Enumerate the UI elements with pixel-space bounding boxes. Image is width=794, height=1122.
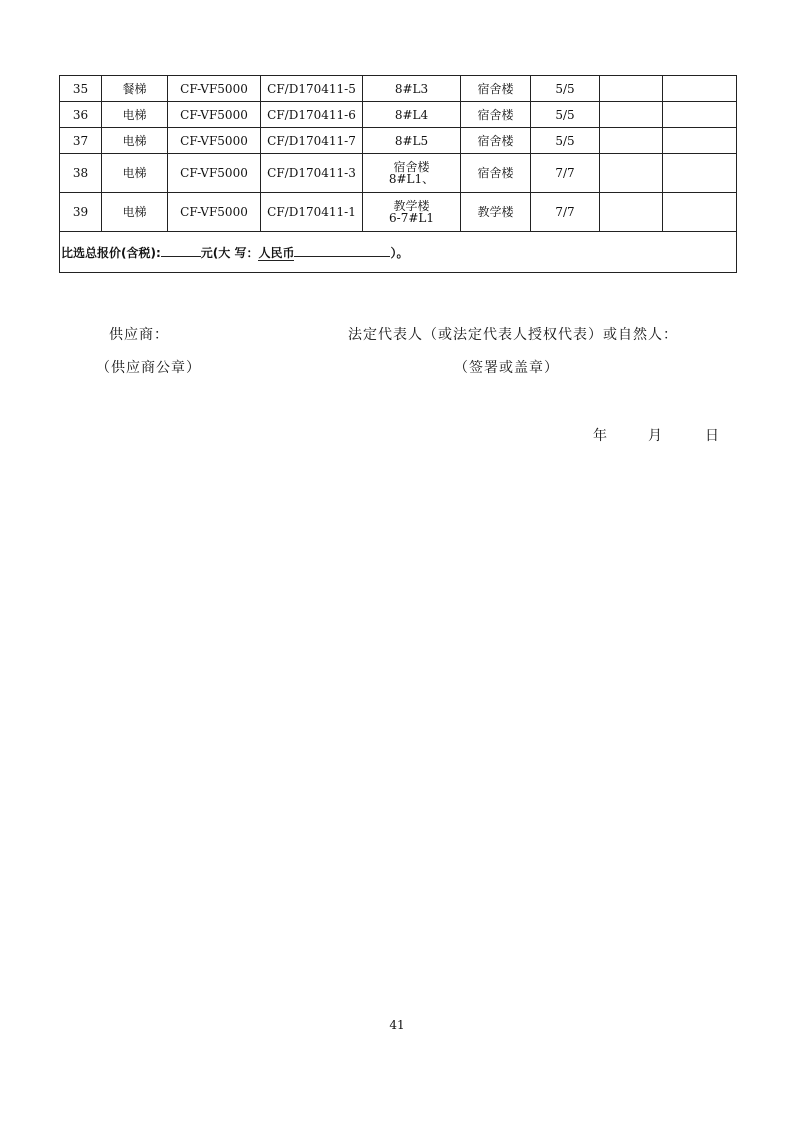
- cell-building: 宿舍楼: [461, 76, 531, 102]
- cell-stops: 5/5: [531, 102, 600, 128]
- cell-name: 电梯: [102, 154, 168, 193]
- date-month: 月: [648, 428, 663, 444]
- cell-stops: 5/5: [531, 76, 600, 102]
- cell-building: 宿舍楼: [461, 154, 531, 193]
- date-year: 年: [593, 428, 608, 444]
- table-row: [60, 76, 737, 102]
- cell-no: 37: [60, 128, 102, 154]
- cell-empty: [600, 102, 663, 128]
- cell-empty: [663, 193, 737, 232]
- cell-stops: 7/7: [531, 154, 600, 193]
- table-row: [60, 154, 737, 193]
- table-row: [60, 193, 737, 232]
- cell-location: 8#L5: [363, 128, 461, 154]
- cell-empty: [663, 76, 737, 102]
- cell-empty: [600, 193, 663, 232]
- cell-name: 餐梯: [102, 76, 168, 102]
- cell-name: 电梯: [102, 128, 168, 154]
- page-number: 41: [389, 1018, 405, 1032]
- cell-no: 36: [60, 102, 102, 128]
- cell-empty: [663, 128, 737, 154]
- table-row: [60, 128, 737, 154]
- total-unit: 元(: [200, 246, 219, 260]
- table-row: [60, 102, 737, 128]
- cell-empty: [600, 154, 663, 193]
- cell-model: CF-VF5000: [168, 154, 261, 193]
- cell-name: 电梯: [102, 102, 168, 128]
- cell-location: 教学楼 6-7#L1: [363, 193, 461, 232]
- cell-name: 电梯: [102, 193, 168, 232]
- supplier-label: 供应商：: [109, 327, 169, 343]
- cell-code: CF/D170411-3: [261, 154, 363, 193]
- cell-building: 宿舍楼: [461, 102, 531, 128]
- total-label: 比选总报价(含税):: [61, 246, 161, 260]
- cell-stops: 5/5: [531, 128, 600, 154]
- representative-seal-note: （签署或盖章）: [454, 360, 559, 376]
- total-close: ）。: [390, 246, 409, 260]
- cell-building: 教学楼: [461, 193, 531, 232]
- cell-building: 宿舍楼: [461, 128, 531, 154]
- cell-stops: 7/7: [531, 193, 600, 232]
- cell-empty: [600, 128, 663, 154]
- cell-location: 8#L4: [363, 102, 461, 128]
- capital-prefix: 人民币: [258, 246, 295, 260]
- cell-location: 8#L3: [363, 76, 461, 102]
- capital-blank[interactable]: [294, 244, 390, 257]
- cell-no: 35: [60, 76, 102, 102]
- cell-empty: [663, 102, 737, 128]
- cell-no: 38: [60, 154, 102, 193]
- cell-model: CF-VF5000: [168, 128, 261, 154]
- cell-code: CF/D170411-7: [261, 128, 363, 154]
- amount-blank[interactable]: [161, 244, 201, 257]
- cell-code: CF/D170411-6: [261, 102, 363, 128]
- total-price-cell: [60, 232, 737, 273]
- cell-code: CF/D170411-1: [261, 193, 363, 232]
- cell-location: 宿舍楼 8#L1、: [363, 154, 461, 193]
- capital-label: 大 写：: [218, 246, 259, 260]
- cell-empty: [600, 76, 663, 102]
- cell-no: 39: [60, 193, 102, 232]
- cell-code: CF/D170411-5: [261, 76, 363, 102]
- representative-label: 法定代表人（或法定代表人授权代表）或自然人：: [348, 327, 678, 343]
- cell-empty: [663, 154, 737, 193]
- cell-model: CF-VF5000: [168, 102, 261, 128]
- cell-model: CF-VF5000: [168, 76, 261, 102]
- price-table: [59, 75, 737, 273]
- supplier-seal-note: （供应商公章）: [96, 360, 201, 376]
- cell-model: CF-VF5000: [168, 193, 261, 232]
- date-day: 日: [705, 428, 720, 444]
- total-row: [60, 232, 737, 273]
